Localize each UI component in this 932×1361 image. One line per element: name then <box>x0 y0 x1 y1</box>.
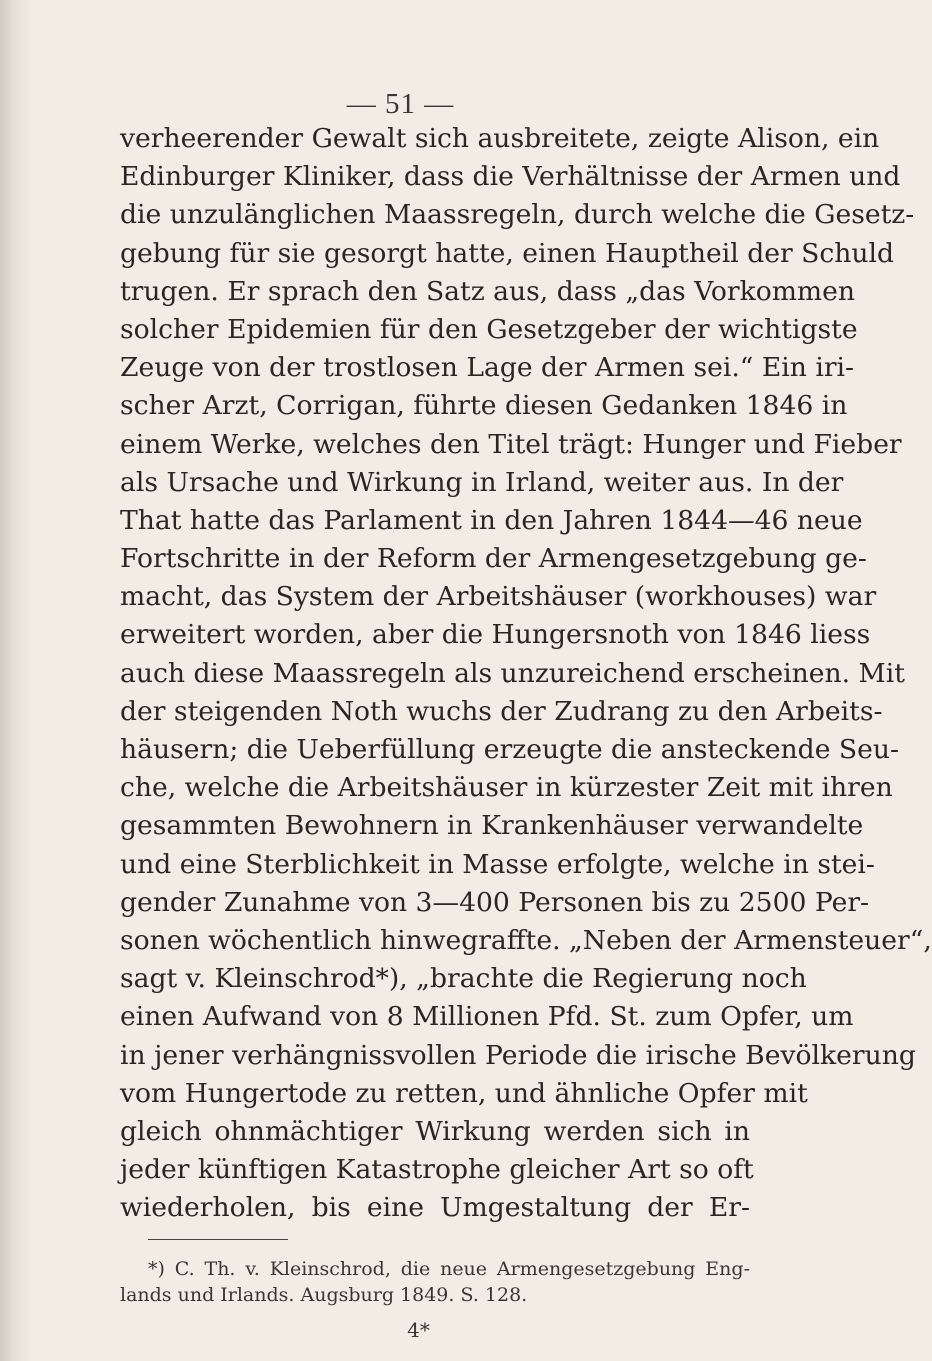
text-line: gender Zunahme von 3—400 Personen bis zu 2500 Per- <box>120 886 870 918</box>
text-line: gebung für sie gesorgt hatte, einen Hauptheil der Schuld <box>120 237 895 269</box>
text-line: vom Hungertode zu retten, und ähnliche Opfer mit <box>120 1077 808 1109</box>
text-line: wiederholen, bis eine Umgestaltung der Er- <box>120 1192 750 1224</box>
footnote-line: lands und Irlands. Augsburg 1849. S. 128. <box>120 1284 528 1306</box>
text-line: als Ursache und Wirkung in Irland, weiter aus. In der <box>120 466 844 498</box>
text-line: auch diese Maassregeln als unzureichend erscheinen. Mit <box>120 657 905 689</box>
text-line: gleich ohnmächtiger Wirkung werden sich in <box>120 1115 750 1147</box>
text-line: Edinburger Kliniker, dass die Verhältnisse der Armen und <box>120 161 901 193</box>
body-text <box>120 120 932 1227</box>
text-line: che, welche die Arbeitshäuser in kürzester Zeit mit ihren <box>120 772 893 804</box>
text-line: Fortschritte in der Reform der Armengesetzgebung ge- <box>120 543 867 575</box>
text-line: der steigenden Noth wuchs der Zudrang zu den Arbeits- <box>120 695 883 727</box>
page-number: — 51 — <box>346 88 455 120</box>
text-line: verheerender Gewalt sich ausbreitete, zeigte Alison, ein <box>120 123 880 154</box>
text-line: einem Werke, welches den Titel trägt: Hunger und Fieber <box>120 428 902 460</box>
text-line: That hatte das Parlament in den Jahren 1844—46 neue <box>120 504 863 536</box>
text-line: Zeuge von der trostlosen Lage der Armen sei.“ Ein iri- <box>120 352 855 384</box>
text-line: jeder künftigen Katastrophe gleicher Art so oft <box>120 1154 754 1186</box>
text-line: scher Arzt, Corrigan, führte diesen Gedanken 1846 in <box>120 390 848 422</box>
footnote <box>120 1256 750 1308</box>
text-line: sagt v. Kleinschrod*), „brachte die Regierung noch <box>120 963 807 995</box>
signature-mark: 4* <box>407 1318 430 1342</box>
text-line: in jener verhängnissvollen Periode die irische Bevölkerung <box>120 1039 916 1071</box>
text-line: macht, das System der Arbeitshäuser (workhouses) war <box>120 581 877 613</box>
footnote-divider <box>148 1239 288 1240</box>
text-line: und eine Sterblichkeit in Masse erfolgte, welche in stei- <box>120 848 875 880</box>
text-line: sonen wöchentlich hinwegraffte. „Neben der Armensteuer“, <box>120 924 932 956</box>
text-line: die unzulänglichen Maassregeln, durch welche die Gesetz- <box>120 199 915 231</box>
text-line: gesammten Bewohnern in Krankenhäuser verwandelte <box>120 810 864 842</box>
footnote-line: *) C. Th. v. Kleinschrod, die neue Armengesetzgebung Eng- <box>148 1258 750 1280</box>
text-line: häusern; die Ueberfüllung erzeugte die ansteckende Seu- <box>120 734 899 765</box>
text-line: einen Aufwand von 8 Millionen Pfd. St. zum Opfer, um <box>120 1001 854 1033</box>
text-line: solcher Epidemien für den Gesetzgeber der wichtigste <box>120 313 858 345</box>
text-line: trugen. Er sprach den Satz aus, dass „das Vorkommen <box>120 275 856 307</box>
text-line: erweitert worden, aber die Hungersnoth von 1846 liess <box>120 619 871 651</box>
